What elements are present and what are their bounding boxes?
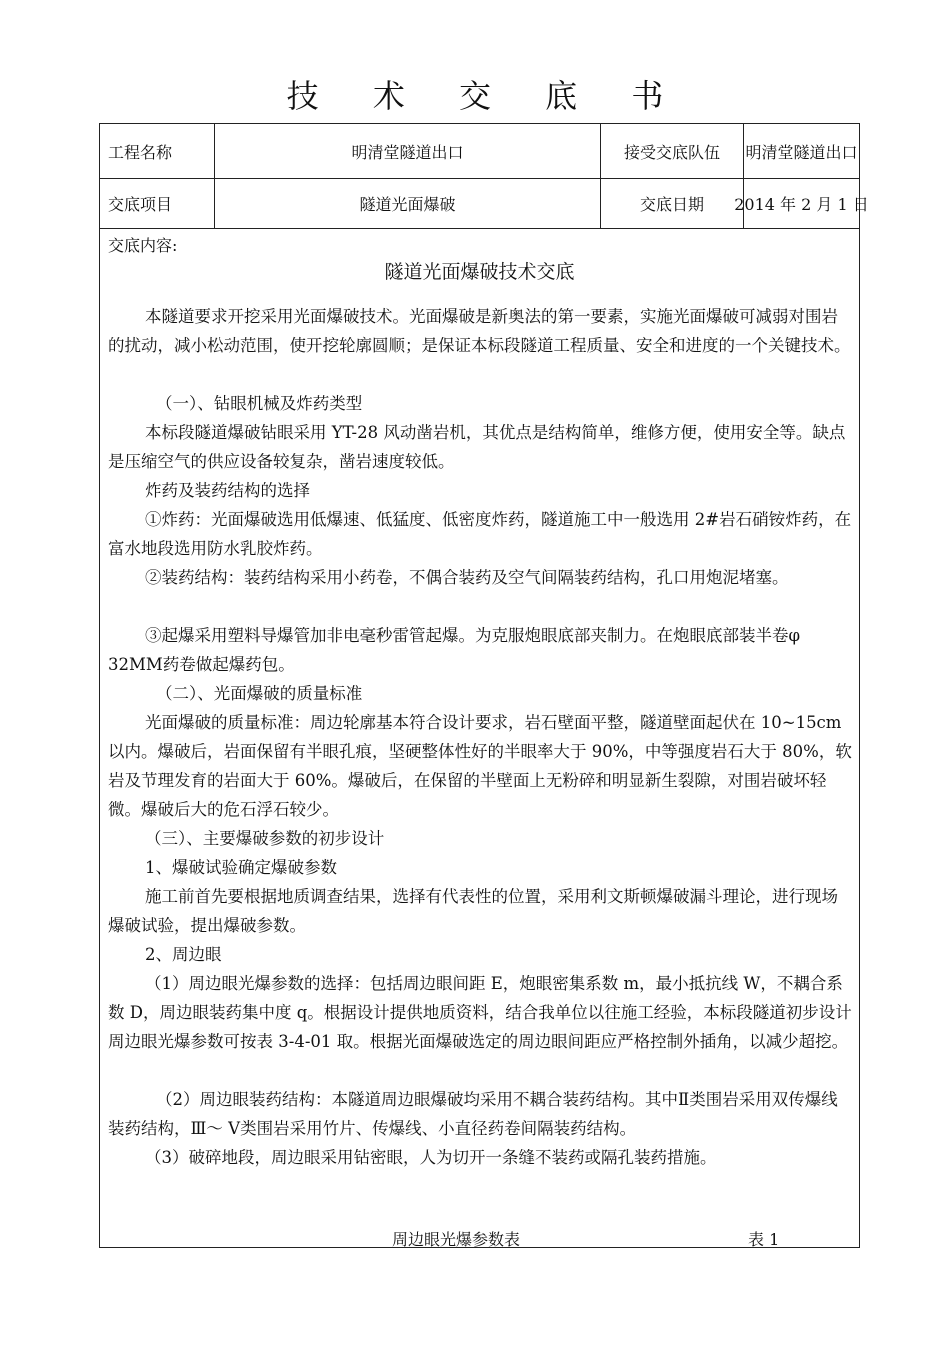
project-name-label: 工程名称: [100, 124, 215, 178]
paragraph-perimeter-charge: （2）周边眼装药结构：本隧道周边眼爆破均采用不耦合装药结构。其中Ⅱ类围岩采用双传爆线装药结构，Ⅲ～ Ⅴ类围岩采用竹片、传爆线、小直径药卷间隔装药结构。: [108, 1090, 838, 1138]
content-subtitle: 隧道光面爆破技术交底: [384, 261, 575, 283]
table-caption: 周边眼光爆参数表: [392, 1230, 521, 1249]
paragraph-charge-structure: ②装药结构：装药结构采用小药卷，不偶合装药及空气间隔装药结构，孔口用炮泥堵塞。: [145, 568, 789, 587]
paragraph-broken-section: （3）破碎地段，周边眼采用钻密眼，人为切开一条缝不装药或隔孔装药措施。: [145, 1148, 717, 1167]
paragraph-perimeter-params: （1）周边眼光爆参数的选择：包括周边眼间距 E，炮眼密集系数 m，最小抵抗线 W，不耦合系数 D，周边眼装药集中度 q。根据设计提供地质资料，结合我单位以往施工经验，本标段隧道初步设计周边眼光爆参数可按表 3-4-01 取。根据光面爆破选定的周边眼间距应严格控制外插角，以减少超挖。: [108, 974, 852, 1051]
paragraph-explosive-heading: 炸药及装药结构的选择: [145, 481, 310, 500]
paragraph-intro: 本隧道要求开挖采用光面爆破技术。光面爆破是新奥法的第一要素，实施光面爆破可减弱对围岩的扰动，减小松动范围，使开挖轮廓圆顺；是保证本标段隧道工程质量、安全和进度的一个关键技术。: [108, 307, 851, 355]
paragraph-quality: 光面爆破的质量标准：周边轮廓基本符合设计要求，岩石壁面平整，隧道壁面起伏在 10~15cm以内。爆破后，岩面保留有半眼孔痕，坚硬整体性好的半眼率大于 90%，中等强度岩石大于 80%，软岩及节理发育的岩面大于 60%。爆破后，在保留的半壁面上无粉碎和明显新生裂隙，对围岩破坏轻微。爆破后大的危石浮石较少。: [108, 713, 852, 819]
receiver-value: 明清堂隧道出口: [745, 142, 858, 162]
item-value: 隧道光面爆破: [215, 179, 601, 228]
disclosure-form: [99, 123, 869, 1249]
document-title: 技 术 交 底 书: [286, 77, 686, 115]
section-heading-3: （三）、主要爆破参数的初步设计: [145, 829, 385, 848]
content-label: 交底内容:: [108, 236, 178, 255]
item-label: 交底项目: [100, 179, 215, 228]
receiver-label: 接受交底队伍: [601, 124, 744, 178]
section-heading-2: （二）、光面爆破的质量标准: [156, 684, 363, 703]
header-row-1: [100, 124, 859, 179]
paragraph-explosive: ①炸药：光面爆破选用低爆速、低猛度、低密度炸药，隧道施工中一般选用 2#岩石硝铵炸药，在富水地段选用防水乳胶炸药。: [108, 510, 852, 558]
paragraph-drilling: 本标段隧道爆破钻眼采用 YT-28 风动凿岩机，其优点是结构简单，维修方便，使用安全等。缺点是压缩空气的供应设备较复杂，凿岩速度较低。: [108, 423, 846, 471]
date-label: 交底日期: [601, 179, 744, 228]
paragraph-blast-test: 施工前首先要根据地质调查结果，选择有代表性的位置，采用利文斯顿爆破漏斗理论，进行现场爆破试验，提出爆破参数。: [108, 887, 838, 935]
paragraph-detonation: ③起爆采用塑料导爆管加非电毫秒雷管起爆。为克服炮眼底部夹制力。在炮眼底部装半卷φ 32MM药卷做起爆药包。: [108, 626, 801, 674]
table-number: 表 1: [748, 1230, 780, 1249]
subheading-blast-test: 1、爆破试验确定爆破参数: [145, 858, 337, 877]
date-value: 2014 年 2 月 1 日: [734, 195, 869, 214]
subheading-perimeter-holes: 2、周边眼: [145, 945, 222, 964]
header-row-2: [100, 179, 869, 229]
project-name-value: 明清堂隧道出口: [215, 124, 601, 178]
section-heading-1: （一）、钻眼机械及炸药类型: [156, 394, 363, 413]
